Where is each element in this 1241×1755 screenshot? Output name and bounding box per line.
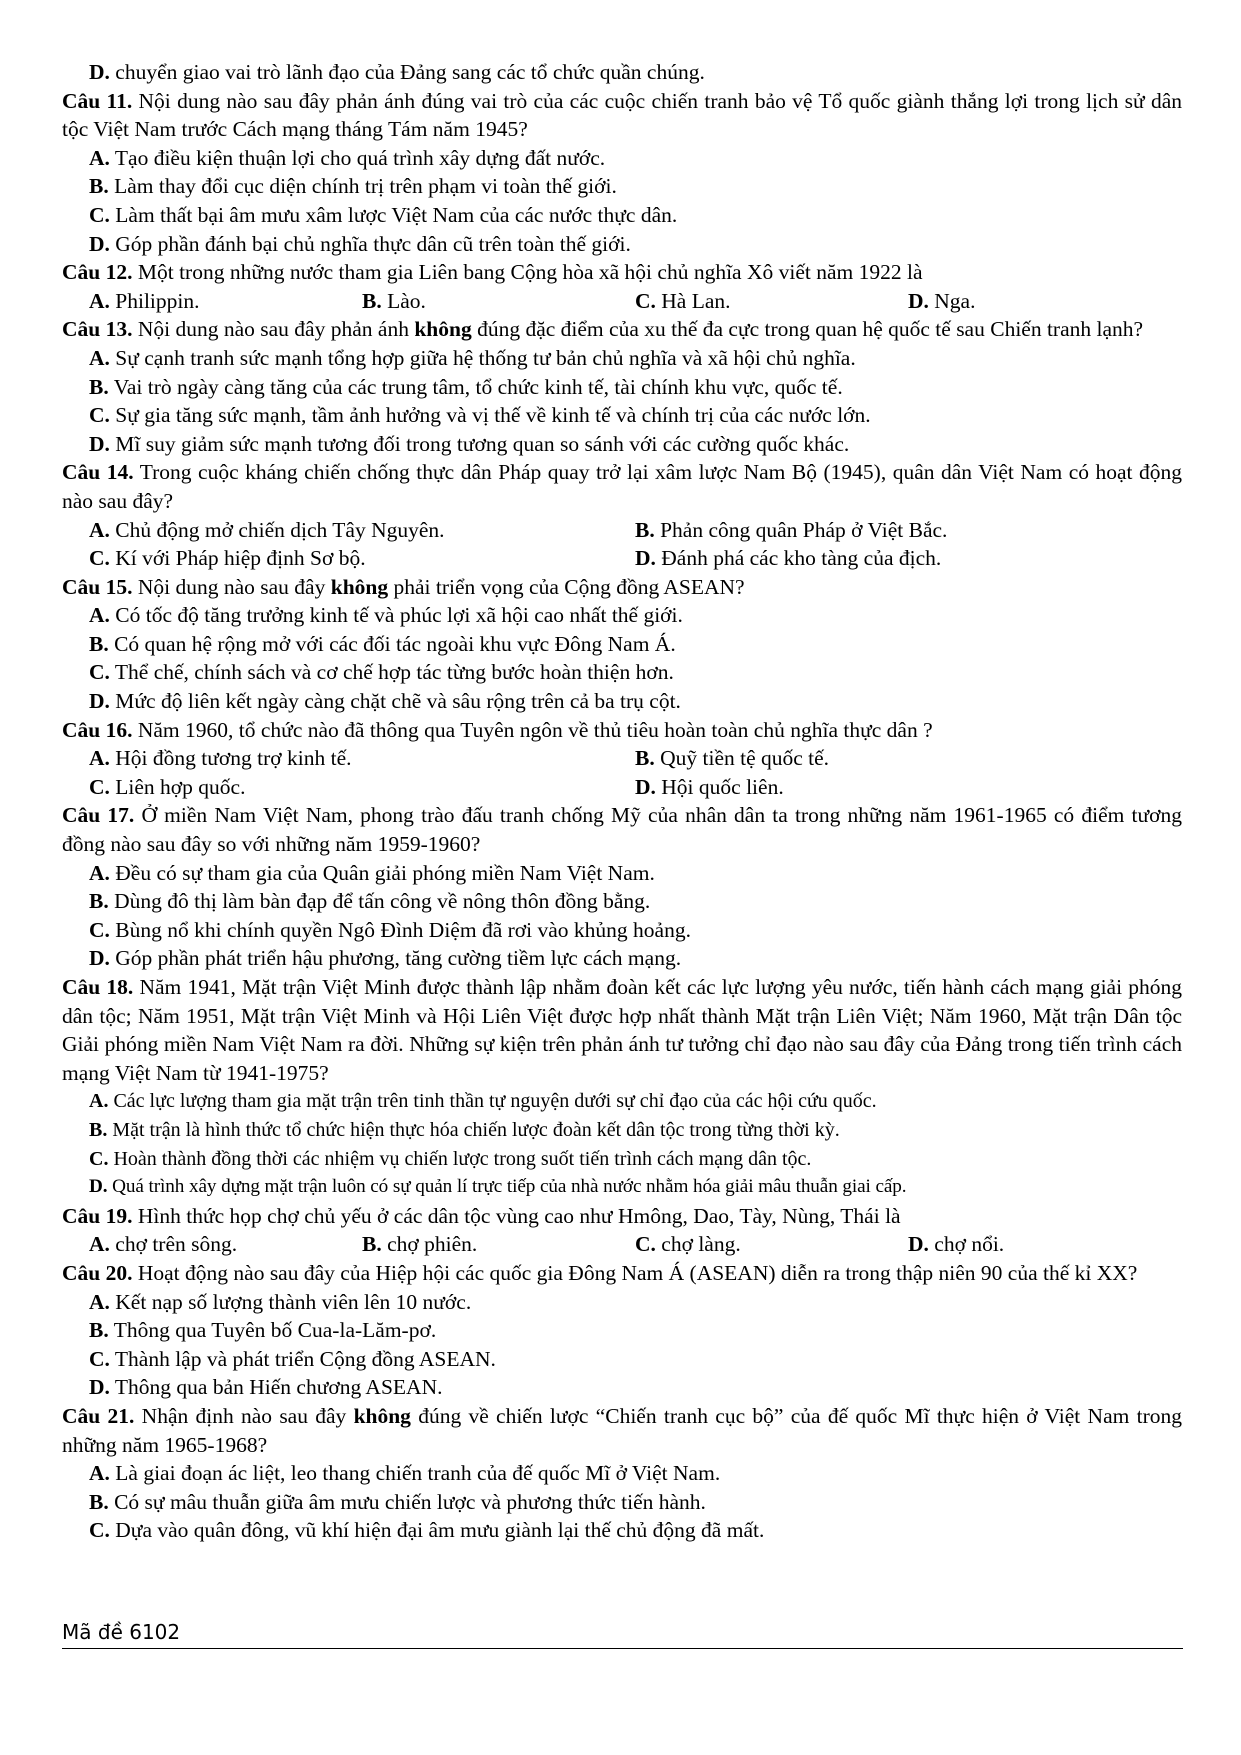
question-label: Câu 20.	[62, 1260, 133, 1285]
q20-option-d	[62, 1373, 1182, 1402]
q19-option-c	[635, 1230, 908, 1259]
option-text: Hội quốc liên.	[661, 774, 784, 799]
q14-options-row1	[62, 516, 1182, 545]
option-letter: C.	[89, 546, 110, 571]
option-letter: A.	[89, 1461, 110, 1486]
option-letter: D.	[89, 1375, 110, 1400]
option-letter: A.	[89, 603, 110, 628]
option-text: Tạo điều kiện thuận lợi cho quá trình xây dựng đất nước.	[114, 145, 606, 170]
q11-option-a	[62, 144, 1182, 173]
option-letter: D.	[635, 546, 656, 571]
option-letter: D.	[89, 231, 110, 256]
option-text: Thể chế, chính sách và cơ chế hợp tác từng bước hoàn thiện hơn.	[114, 660, 674, 685]
option-letter: B.	[89, 1489, 109, 1514]
option-letter: C.	[89, 1346, 110, 1371]
q14-option-c	[89, 544, 635, 573]
option-text: Sự gia tăng sức mạnh, tầm ảnh hưởng và vị thế về kinh tế và chính trị của các nước lớn.	[115, 403, 871, 428]
option-letter: C.	[89, 660, 110, 685]
question-stem: Hình thức họp chợ chủ yếu ở các dân tộc vùng cao như Hmông, Dao, Tày, Nùng, Thái là	[132, 1203, 901, 1228]
option-text: chợ phiên.	[387, 1232, 478, 1257]
option-letter: A.	[89, 746, 110, 771]
option-text: Mức độ liên kết ngày càng chặt chẽ và sâu rộng trên cả ba trụ cột.	[115, 689, 681, 714]
option-text: Góp phần phát triển hậu phương, tăng cường tiềm lực cách mạng.	[115, 946, 682, 971]
option-letter: A.	[89, 1289, 110, 1314]
option-text: Đánh phá các kho tàng của địch.	[661, 546, 942, 571]
option-letter: A.	[89, 860, 110, 885]
question-stem: Hoạt động nào sau đây của Hiệp hội các quốc gia Đông Nam Á (ASEAN) diễn ra trong thập niên 90 của thế kỉ XX?	[132, 1260, 1138, 1285]
option-text: chợ nổi.	[934, 1232, 1005, 1257]
q19-option-b	[362, 1230, 635, 1259]
option-text: Hội đồng tương trợ kinh tế.	[115, 746, 352, 771]
option-text: Đều có sự tham gia của Quân giải phóng miền Nam Việt Nam.	[115, 860, 655, 885]
option-letter: C.	[89, 1147, 109, 1170]
q21-option-a	[62, 1459, 1182, 1488]
option-letter: D.	[89, 1176, 108, 1198]
option-letter: A.	[89, 517, 110, 542]
q12-options	[62, 287, 1182, 316]
option-text: Có sự mâu thuẫn giữa âm mưu chiến lược và phương thức tiến hành.	[114, 1489, 706, 1514]
q15-option-b	[62, 630, 1182, 659]
option-letter: D.	[908, 1232, 929, 1257]
option-text: Hà Lan.	[661, 288, 731, 313]
option-text: Là giai đoạn ác liệt, leo thang chiến tranh của đế quốc Mĩ ở Việt Nam.	[115, 1461, 721, 1486]
question-stem: phải triển vọng của Cộng đồng ASEAN?	[388, 574, 745, 599]
question-21	[62, 1402, 1182, 1459]
option-text: Phản công quân Pháp ở Việt Bắc.	[660, 517, 948, 542]
q11-option-b	[62, 172, 1182, 201]
question-15	[62, 573, 1182, 602]
q13-option-c	[62, 401, 1182, 430]
q19-option-a	[89, 1230, 362, 1259]
question-17	[62, 801, 1182, 858]
option-text: Làm thay đổi cục diện chính trị trên phạm vi toàn thế giới.	[114, 174, 617, 199]
question-stem: Năm 1941, Mặt trận Việt Minh được thành lập nhằm đoàn kết các lực lượng yêu nước, tiến hành cách mạng giải phóng dân tộc; Năm 1951, Mặt trận Việt Minh và Hội Liên Việt được hợp nhất thành Mặt trận Liên Việt; Năm 1960, Mặt trận Dân tộc Giải phóng miền Nam Việt Nam ra đời. Những sự kiện trên phản ánh tư tưởng chỉ đạo nào sau đây của Đảng trong tiến trình cách mạng Việt Nam từ 1941-1975?	[62, 975, 1182, 1085]
option-text: Liên hợp quốc.	[115, 774, 246, 799]
q12-option-d	[908, 287, 1181, 316]
option-letter: B.	[89, 174, 109, 199]
option-text: Kết nạp số lượng thành viên lên 10 nước.	[115, 1289, 472, 1314]
option-letter: B.	[362, 288, 382, 313]
option-text: Vai trò ngày càng tăng của các trung tâm, tổ chức kinh tế, tài chính khu vực, quốc tế.	[113, 374, 843, 399]
question-label: Câu 11.	[62, 88, 133, 113]
option-text: chuyển giao vai trò lãnh đạo của Đảng sang các tổ chức quần chúng.	[109, 60, 705, 84]
option-text: Chủ động mở chiến dịch Tây Nguyên.	[115, 517, 445, 542]
exam-code: Mã đề 6102	[62, 1620, 181, 1644]
q15-option-a	[62, 601, 1182, 630]
question-label: Câu 19.	[62, 1203, 133, 1228]
option-letter: D.	[89, 60, 110, 84]
question-16	[62, 716, 1182, 745]
question-stem-emphasis: không	[330, 574, 389, 599]
question-label: Câu 14.	[62, 460, 134, 485]
option-text: chợ trên sông.	[115, 1232, 238, 1257]
option-letter: C.	[635, 288, 656, 313]
q16-option-c	[89, 773, 635, 802]
option-letter: B.	[635, 746, 655, 771]
question-20	[62, 1259, 1182, 1288]
q16-option-b	[635, 744, 1181, 773]
question-stem: Nội dung nào sau đây	[132, 574, 331, 599]
option-text: Mĩ suy giảm sức mạnh tương đối trong tương quan so sánh với các cường quốc khác.	[115, 431, 850, 456]
question-stem: đúng về chiến lược “Chiến tranh cục bộ” của đế quốc Mĩ thực hiện ở Việt Nam trong những năm 1965-1968?	[62, 1403, 1183, 1457]
q14-option-a	[89, 516, 635, 545]
q16-options-row1	[62, 744, 1182, 773]
q17-option-a	[62, 859, 1182, 888]
question-12	[62, 258, 1182, 287]
option-letter: C.	[89, 1518, 110, 1543]
option-letter: B.	[89, 1318, 109, 1343]
question-label: Câu 17.	[62, 803, 135, 828]
question-18	[62, 973, 1182, 1087]
question-label: Câu 15.	[62, 574, 133, 599]
option-text: Có tốc độ tăng trưởng kinh tế và phúc lợi xã hội cao nhất thế giới.	[115, 603, 683, 628]
option-letter: C.	[89, 403, 110, 428]
q21-option-b	[62, 1488, 1182, 1517]
q12-option-b	[362, 287, 635, 316]
q15-option-d	[62, 687, 1182, 716]
option-text: Mặt trận là hình thức tổ chức hiện thực hóa chiến lược đoàn kết dân tộc trong từng thời kỳ.	[112, 1118, 840, 1141]
q18-option-a	[62, 1087, 1182, 1116]
question-11	[62, 87, 1182, 144]
question-13	[62, 315, 1182, 344]
option-text: Hoàn thành đồng thời các nhiệm vụ chiến lược trong suốt tiến trình cách mạng dân tộc.	[113, 1147, 812, 1170]
q18-option-b	[62, 1116, 1182, 1145]
q13-option-d	[62, 430, 1182, 459]
q14-options-row2	[62, 544, 1182, 573]
option-letter: A.	[89, 345, 110, 370]
question-stem: Trong cuộc kháng chiến chống thực dân Pháp quay trở lại xâm lược Nam Bộ (1945), quân dân Việt Nam có hoạt động nào sau đây?	[62, 460, 1183, 513]
question-14	[62, 458, 1182, 515]
option-letter: B.	[362, 1232, 382, 1257]
q20-option-b	[62, 1316, 1182, 1345]
q17-option-b	[62, 887, 1182, 916]
question-stem: đúng đặc điểm của xu thế đa cực trong quan hệ quốc tế sau Chiến tranh lạnh?	[471, 317, 1144, 342]
q19-options	[62, 1230, 1182, 1259]
option-letter: B.	[89, 889, 109, 914]
option-text: Quá trình xây dựng mặt trận luôn có sự quản lí trực tiếp của nhà nước nhằm hóa giải mâu thuẫn giai cấp.	[112, 1176, 907, 1198]
q14-option-d	[635, 544, 1181, 573]
option-letter: C.	[89, 774, 110, 799]
option-letter: D.	[908, 288, 929, 313]
option-text: Dựa vào quân đông, vũ khí hiện đại âm mưu giành lại thế chủ động đã mất.	[115, 1518, 765, 1543]
option-text: Quỹ tiền tệ quốc tế.	[660, 746, 830, 771]
question-label: Câu 13.	[62, 317, 133, 342]
option-letter: D.	[635, 774, 656, 799]
option-letter: B.	[89, 631, 109, 656]
q19-option-d	[908, 1230, 1181, 1259]
option-text: Dùng đô thị làm bàn đạp để tấn công về nông thôn đồng bằng.	[114, 889, 651, 914]
q20-option-c	[62, 1345, 1182, 1374]
question-stem: Một trong những nước tham gia Liên bang Cộng hòa xã hội chủ nghĩa Xô viết năm 1922 là	[132, 260, 923, 285]
question-stem-emphasis: không	[353, 1403, 411, 1428]
exam-code-footer	[62, 1620, 1183, 1649]
question-list	[62, 58, 1182, 1545]
question-stem-emphasis: không	[414, 317, 472, 342]
question-stem: Nội dung nào sau đây phản ánh đúng vai trò của các cuộc chiến tranh bảo vệ Tổ quốc giành thắng lợi trong lịch sử dân tộc Việt Nam trước Cách mạng tháng Tám năm 1945?	[62, 88, 1182, 142]
option-text: Các lực lượng tham gia mặt trận trên tinh thần tự nguyện dưới sự chỉ đạo của các hội cứu quốc.	[113, 1090, 877, 1113]
q11-option-c	[62, 201, 1182, 230]
option-text: Thành lập và phát triển Cộng đồng ASEAN.	[114, 1346, 496, 1371]
option-text: Có quan hệ rộng mở với các đối tác ngoài khu vực Đông Nam Á.	[114, 631, 676, 656]
question-label: Câu 16.	[62, 717, 133, 742]
q13-option-b	[62, 373, 1182, 402]
option-text: Philippin.	[115, 288, 200, 313]
option-text: Góp phần đánh bại chủ nghĩa thực dân cũ trên toàn thế giới.	[115, 231, 631, 256]
q20-option-a	[62, 1288, 1182, 1317]
q21-option-c	[62, 1516, 1182, 1545]
q16-options-row2	[62, 773, 1182, 802]
q16-option-d	[635, 773, 1181, 802]
option-letter: A.	[89, 1090, 109, 1113]
option-letter: B.	[89, 374, 109, 399]
option-text: Thông qua bản Hiến chương ASEAN.	[114, 1375, 443, 1400]
option-text: Sự cạnh tranh sức mạnh tổng hợp giữa hệ thống tư bản chủ nghĩa và xã hội chủ nghĩa.	[115, 345, 856, 370]
question-stem: Ở miền Nam Việt Nam, phong trào đấu tranh chống Mỹ của nhân dân ta trong những năm 1961-1965 có điểm tương đồng nào sau đây so với những năm 1959-1960?	[62, 803, 1183, 857]
q11-option-d	[62, 230, 1182, 259]
option-letter: B.	[89, 1118, 108, 1141]
option-letter: C.	[635, 1232, 656, 1257]
question-stem: Nhận định nào sau đây	[134, 1403, 354, 1428]
q10-option-d	[62, 58, 1182, 87]
option-text: Kí với Pháp hiệp định Sơ bộ.	[115, 546, 366, 571]
option-letter: D.	[89, 946, 110, 971]
option-letter: D.	[89, 431, 110, 456]
question-label: Câu 18.	[62, 975, 134, 999]
q15-option-c	[62, 658, 1182, 687]
option-text: Lào.	[387, 288, 426, 313]
option-text: Làm thất bại âm mưu xâm lược Việt Nam của các nước thực dân.	[115, 202, 678, 227]
q17-option-c	[62, 916, 1182, 945]
option-letter: A.	[89, 288, 110, 313]
question-stem: Nội dung nào sau đây phản ánh	[132, 317, 415, 342]
question-stem: Năm 1960, tổ chức nào đã thông qua Tuyên ngôn về thủ tiêu hoàn toàn chủ nghĩa thực dân ?	[132, 717, 933, 742]
option-text: chợ làng.	[661, 1232, 741, 1257]
option-letter: A.	[89, 1232, 110, 1257]
q18-option-d	[62, 1173, 1182, 1202]
option-letter: C.	[89, 917, 110, 942]
option-letter: D.	[89, 689, 110, 714]
option-text: Nga.	[934, 288, 976, 313]
question-label: Câu 21.	[62, 1403, 135, 1428]
q14-option-b	[635, 516, 1181, 545]
option-letter: C.	[89, 202, 110, 227]
q18-option-c	[62, 1145, 1182, 1174]
q12-option-a	[89, 287, 362, 316]
question-label: Câu 12.	[62, 260, 133, 285]
q16-option-a	[89, 744, 635, 773]
q13-option-a	[62, 344, 1182, 373]
option-letter: A.	[89, 145, 110, 170]
question-19	[62, 1202, 1182, 1231]
option-text: Bùng nổ khi chính quyền Ngô Đình Diệm đã rơi vào khủng hoảng.	[115, 917, 691, 942]
option-text: Thông qua Tuyên bố Cua-la-Lăm-pơ.	[113, 1318, 437, 1343]
option-letter: B.	[635, 517, 655, 542]
q12-option-c	[635, 287, 908, 316]
q17-option-d	[62, 944, 1182, 973]
